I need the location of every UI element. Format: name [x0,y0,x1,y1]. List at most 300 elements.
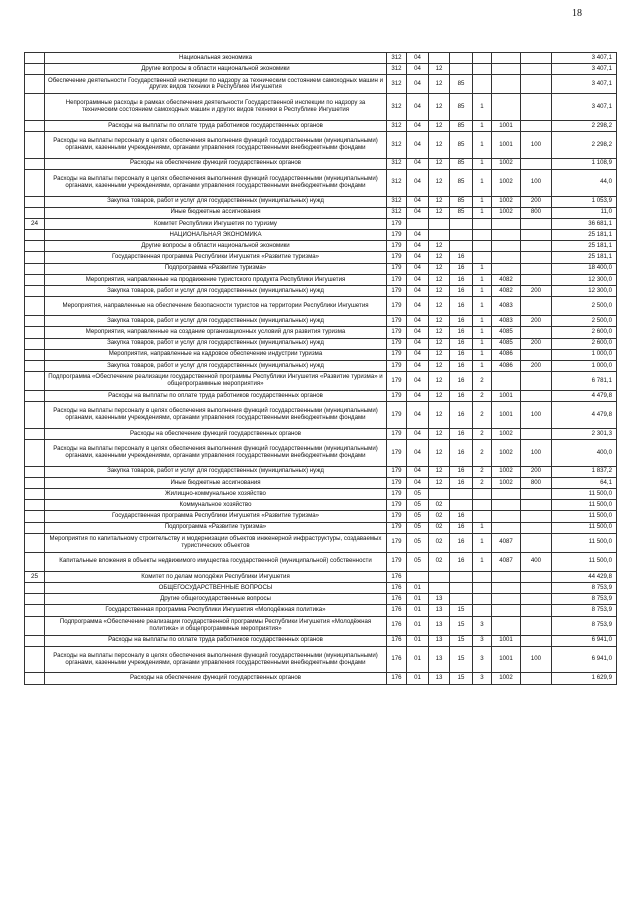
row-program: 16 [450,274,473,285]
row-program [450,64,473,75]
row-number [25,428,45,439]
row-number [25,477,45,488]
row-number [25,360,45,371]
row-section: 04 [407,230,429,241]
row-program [450,571,473,582]
row-subprogram: 3 [473,616,492,635]
row-program [450,500,473,511]
row-direction [492,218,521,229]
row-subsection: 13 [429,616,450,635]
row-subprogram [473,571,492,582]
row-code: 312 [387,64,407,75]
row-section: 04 [407,94,429,121]
row-subprogram: 3 [473,646,492,673]
row-direction: 1002 [492,196,521,207]
table-row [25,252,617,263]
row-number [25,75,45,94]
row-subprogram: 2 [473,440,492,467]
row-sum: 11 500,0 [552,500,617,511]
row-program: 15 [450,616,473,635]
row-program [450,583,473,594]
row-number [25,327,45,338]
row-name: Расходы на выплаты персоналу в целях обеспечения выполнения функций государственными (муниципальными) органами, казенными учреждениями, органами управления государственными внебюджетными фондами [45,440,387,467]
row-number [25,263,45,274]
row-program: 85 [450,158,473,169]
row-sum: 1 629,9 [552,673,617,684]
row-expense-type [521,274,552,285]
row-number [25,594,45,605]
row-section: 01 [407,594,429,605]
row-subsection: 12 [429,207,450,218]
row-name: Мероприятия, направленные на создание организационных условий для развития туризма [45,327,387,338]
row-expense-type [521,53,552,64]
row-number [25,53,45,64]
row-subsection: 12 [429,241,450,252]
row-name: Закупка товаров, работ и услуг для государственных (муниципальных) нужд [45,196,387,207]
row-subsection: 12 [429,75,450,94]
row-code: 179 [387,338,407,349]
row-sum: 1 000,0 [552,349,617,360]
row-program: 16 [450,297,473,316]
row-direction [492,53,521,64]
row-direction: 1002 [492,428,521,439]
row-subprogram: 1 [473,327,492,338]
row-code: 179 [387,297,407,316]
row-code: 179 [387,241,407,252]
row-direction [492,75,521,94]
row-direction [492,511,521,522]
row-section: 01 [407,583,429,594]
row-direction [492,263,521,274]
table-row [25,241,617,252]
row-program: 16 [450,552,473,571]
row-subsection: 12 [429,466,450,477]
row-sum: 3 407,1 [552,94,617,121]
row-sum: 4 479,8 [552,402,617,429]
row-direction [492,94,521,121]
row-subprogram: 2 [473,391,492,402]
row-name: Капитальные вложения в объекты недвижимого имущества государственной (муниципальной) собственности [45,552,387,571]
row-expense-type [521,489,552,500]
row-number [25,252,45,263]
row-expense-type [521,75,552,94]
row-name: Подпрограмма «Развитие туризма» [45,522,387,533]
row-name: Национальная экономика [45,53,387,64]
row-code: 179 [387,522,407,533]
row-expense-type [521,673,552,684]
row-subprogram [473,489,492,500]
row-program: 15 [450,646,473,673]
row-section: 04 [407,477,429,488]
row-code: 179 [387,466,407,477]
row-sum: 1 837,2 [552,466,617,477]
table-row [25,120,617,131]
row-name: Жилищно-коммунальное хозяйство [45,489,387,500]
row-sum: 8 753,9 [552,605,617,616]
row-subprogram [473,230,492,241]
row-code: 176 [387,646,407,673]
row-number [25,274,45,285]
row-sum: 18 400,0 [552,263,617,274]
row-program [450,230,473,241]
row-code: 176 [387,594,407,605]
row-subprogram: 2 [473,372,492,391]
row-code: 176 [387,635,407,646]
row-subsection: 12 [429,391,450,402]
row-expense-type [521,372,552,391]
row-name: Расходы на выплаты по оплате труда работников государственных органов [45,120,387,131]
row-code: 312 [387,75,407,94]
row-number [25,132,45,159]
row-subprogram: 2 [473,477,492,488]
row-name: Подпрограмма «Обеспечение реализации государственной программы Республики Ингушетия «Молодёжная политика» и общепрограммные мероприятия» [45,616,387,635]
table-row [25,477,617,488]
row-code: 179 [387,327,407,338]
row-name: Иные бюджетные ассигнования [45,207,387,218]
row-expense-type: 100 [521,646,552,673]
row-sum: 25 181,1 [552,252,617,263]
row-expense-type [521,391,552,402]
row-section: 04 [407,241,429,252]
row-code: 312 [387,196,407,207]
row-expense-type [521,158,552,169]
row-section: 04 [407,196,429,207]
table-row [25,428,617,439]
row-expense-type: 200 [521,286,552,297]
row-direction: 4083 [492,297,521,316]
row-number [25,605,45,616]
table-row [25,196,617,207]
row-number [25,94,45,121]
row-section [407,571,429,582]
row-sum: 1 000,0 [552,360,617,371]
row-direction: 4083 [492,316,521,327]
table-row [25,297,617,316]
row-program: 16 [450,440,473,467]
row-number [25,616,45,635]
row-sum: 11 500,0 [552,522,617,533]
row-subprogram: 1 [473,132,492,159]
row-code: 179 [387,218,407,229]
row-number [25,230,45,241]
row-direction: 1001 [492,402,521,429]
row-direction: 4085 [492,327,521,338]
row-program: 16 [450,522,473,533]
row-program [450,594,473,605]
row-sum: 8 753,9 [552,594,617,605]
row-expense-type: 400 [521,552,552,571]
row-expense-type: 800 [521,477,552,488]
row-program: 15 [450,635,473,646]
page-number: 18 [572,8,582,19]
row-number [25,533,45,552]
row-name: Расходы на обеспечение функций государственных органов [45,158,387,169]
row-direction [492,571,521,582]
row-subprogram: 1 [473,552,492,571]
table-row [25,440,617,467]
row-code: 176 [387,571,407,582]
row-section: 04 [407,252,429,263]
row-expense-type: 100 [521,169,552,196]
row-direction: 1002 [492,158,521,169]
row-program [450,218,473,229]
row-sum: 44 429,8 [552,571,617,582]
row-program: 16 [450,402,473,429]
row-code: 312 [387,132,407,159]
table-row [25,349,617,360]
row-code: 179 [387,274,407,285]
row-subsection: 12 [429,360,450,371]
row-name: Комитет по делам молодёжи Республики Ингушетия [45,571,387,582]
row-section: 05 [407,552,429,571]
row-subprogram: 1 [473,522,492,533]
row-program: 15 [450,605,473,616]
row-subprogram [473,511,492,522]
row-expense-type: 100 [521,132,552,159]
row-sum: 6 941,0 [552,646,617,673]
row-direction [492,616,521,635]
row-program: 85 [450,94,473,121]
row-expense-type [521,263,552,274]
row-code: 179 [387,360,407,371]
row-code: 179 [387,500,407,511]
row-sum: 11 500,0 [552,489,617,500]
row-number [25,511,45,522]
row-subsection: 12 [429,263,450,274]
table-row [25,466,617,477]
row-program: 15 [450,673,473,684]
row-sum: 6 781,1 [552,372,617,391]
row-number [25,169,45,196]
row-subsection [429,53,450,64]
table-row [25,594,617,605]
row-expense-type [521,635,552,646]
row-name: Подпрограмма «Обеспечение реализации государственной программы Республики Ингушетия «Развитие туризма» и общепрограммные мероприятия» [45,372,387,391]
row-subprogram [473,53,492,64]
row-subprogram: 1 [473,338,492,349]
row-section: 04 [407,349,429,360]
row-subsection: 12 [429,169,450,196]
row-direction: 1001 [492,120,521,131]
row-name: ОБЩЕГОСУДАРСТВЕННЫЕ ВОПРОСЫ [45,583,387,594]
row-program: 16 [450,360,473,371]
row-subprogram: 3 [473,635,492,646]
row-direction [492,500,521,511]
row-sum: 25 181,1 [552,241,617,252]
table-row [25,402,617,429]
row-subsection: 13 [429,594,450,605]
row-section: 04 [407,132,429,159]
row-sum: 3 407,1 [552,64,617,75]
row-subsection: 12 [429,338,450,349]
row-section: 04 [407,372,429,391]
row-sum: 2 500,0 [552,316,617,327]
row-code: 179 [387,316,407,327]
row-code: 179 [387,252,407,263]
row-name: Государственная программа Республики Ингушетия «Развитие туризма» [45,511,387,522]
row-program: 85 [450,120,473,131]
row-program: 16 [450,252,473,263]
row-expense-type [521,327,552,338]
row-subprogram: 1 [473,94,492,121]
row-subprogram: 1 [473,263,492,274]
row-subsection: 12 [429,477,450,488]
row-number: 24 [25,218,45,229]
row-sum: 11,0 [552,207,617,218]
row-name: Иные бюджетные ассигнования [45,477,387,488]
row-expense-type: 200 [521,196,552,207]
row-number [25,286,45,297]
row-program: 16 [450,511,473,522]
row-program [450,241,473,252]
row-number [25,583,45,594]
row-subprogram: 1 [473,297,492,316]
row-subsection: 12 [429,440,450,467]
row-sum: 2 600,0 [552,327,617,338]
row-expense-type [521,218,552,229]
table-row [25,673,617,684]
row-program: 16 [450,466,473,477]
table-row [25,500,617,511]
row-subprogram [473,75,492,94]
row-program: 16 [450,263,473,274]
row-sum: 64,1 [552,477,617,488]
row-subsection: 12 [429,196,450,207]
row-expense-type: 800 [521,207,552,218]
row-name: Государственная программа Республики Ингушетия «Молодёжная политика» [45,605,387,616]
table-row [25,316,617,327]
row-subsection: 02 [429,511,450,522]
row-code: 179 [387,552,407,571]
row-name: Мероприятия, направленные на продвижение туристского продукта Республики Ингушетия [45,274,387,285]
table-row [25,75,617,94]
row-subprogram [473,583,492,594]
row-name: Закупка товаров, работ и услуг для государственных (муниципальных) нужд [45,360,387,371]
row-program: 16 [450,391,473,402]
table-row [25,263,617,274]
row-subsection: 12 [429,64,450,75]
row-program: 16 [450,286,473,297]
row-expense-type [521,533,552,552]
row-subprogram: 2 [473,428,492,439]
row-name: Закупка товаров, работ и услуг для государственных (муниципальных) нужд [45,466,387,477]
row-code: 179 [387,230,407,241]
row-subsection: 02 [429,500,450,511]
row-sum: 1 108,9 [552,158,617,169]
row-subsection: 12 [429,402,450,429]
table-row [25,522,617,533]
budget-table [24,52,617,685]
row-name: Другие вопросы в области национальной экономики [45,64,387,75]
row-direction: 4082 [492,286,521,297]
row-number: 25 [25,571,45,582]
table-body [25,53,617,685]
table-row [25,327,617,338]
row-sum: 11 500,0 [552,552,617,571]
row-section: 04 [407,53,429,64]
row-subprogram [473,241,492,252]
row-section: 01 [407,616,429,635]
table-row [25,646,617,673]
row-program: 85 [450,207,473,218]
row-subprogram: 1 [473,196,492,207]
row-subprogram: 1 [473,158,492,169]
table-row [25,533,617,552]
row-direction [492,489,521,500]
row-subsection: 02 [429,522,450,533]
row-direction: 1002 [492,466,521,477]
row-subsection: 02 [429,533,450,552]
row-section: 05 [407,500,429,511]
row-subsection: 12 [429,372,450,391]
row-sum: 12 300,0 [552,274,617,285]
row-name: Мероприятия, направленные на обеспечение безопасности туристов на территории Республики Ингушетия [45,297,387,316]
row-expense-type [521,616,552,635]
row-number [25,646,45,673]
row-subsection: 12 [429,252,450,263]
row-expense-type [521,297,552,316]
row-subsection [429,218,450,229]
row-section: 01 [407,646,429,673]
row-subsection: 02 [429,552,450,571]
row-number [25,349,45,360]
row-direction: 4086 [492,360,521,371]
row-name: Расходы на выплаты по оплате труда работников государственных органов [45,635,387,646]
row-number [25,391,45,402]
row-subsection [429,571,450,582]
row-subprogram: 1 [473,360,492,371]
row-direction: 1002 [492,207,521,218]
row-number [25,297,45,316]
table-row [25,391,617,402]
table-row [25,169,617,196]
row-code: 179 [387,391,407,402]
row-section: 04 [407,402,429,429]
row-subsection: 12 [429,158,450,169]
row-program: 16 [450,372,473,391]
row-subsection: 12 [429,349,450,360]
row-code: 176 [387,583,407,594]
row-code: 179 [387,402,407,429]
row-section [407,218,429,229]
row-name: Другие вопросы в области национальной экономики [45,241,387,252]
row-section: 04 [407,360,429,371]
row-direction: 4082 [492,274,521,285]
row-number [25,440,45,467]
row-code: 312 [387,158,407,169]
row-code: 312 [387,94,407,121]
row-sum: 44,0 [552,169,617,196]
row-section: 05 [407,489,429,500]
row-subsection: 12 [429,120,450,131]
row-expense-type [521,252,552,263]
row-expense-type [521,349,552,360]
row-sum: 1 053,9 [552,196,617,207]
row-sum: 12 300,0 [552,286,617,297]
row-expense-type [521,500,552,511]
row-section: 04 [407,75,429,94]
row-name: Расходы на обеспечение функций государственных органов [45,673,387,684]
row-subsection: 13 [429,646,450,673]
table-row [25,53,617,64]
row-sum: 3 407,1 [552,75,617,94]
row-direction: 1002 [492,169,521,196]
row-subprogram [473,605,492,616]
table-row [25,372,617,391]
row-sum: 2 298,2 [552,120,617,131]
table-row [25,360,617,371]
row-sum: 25 181,1 [552,230,617,241]
